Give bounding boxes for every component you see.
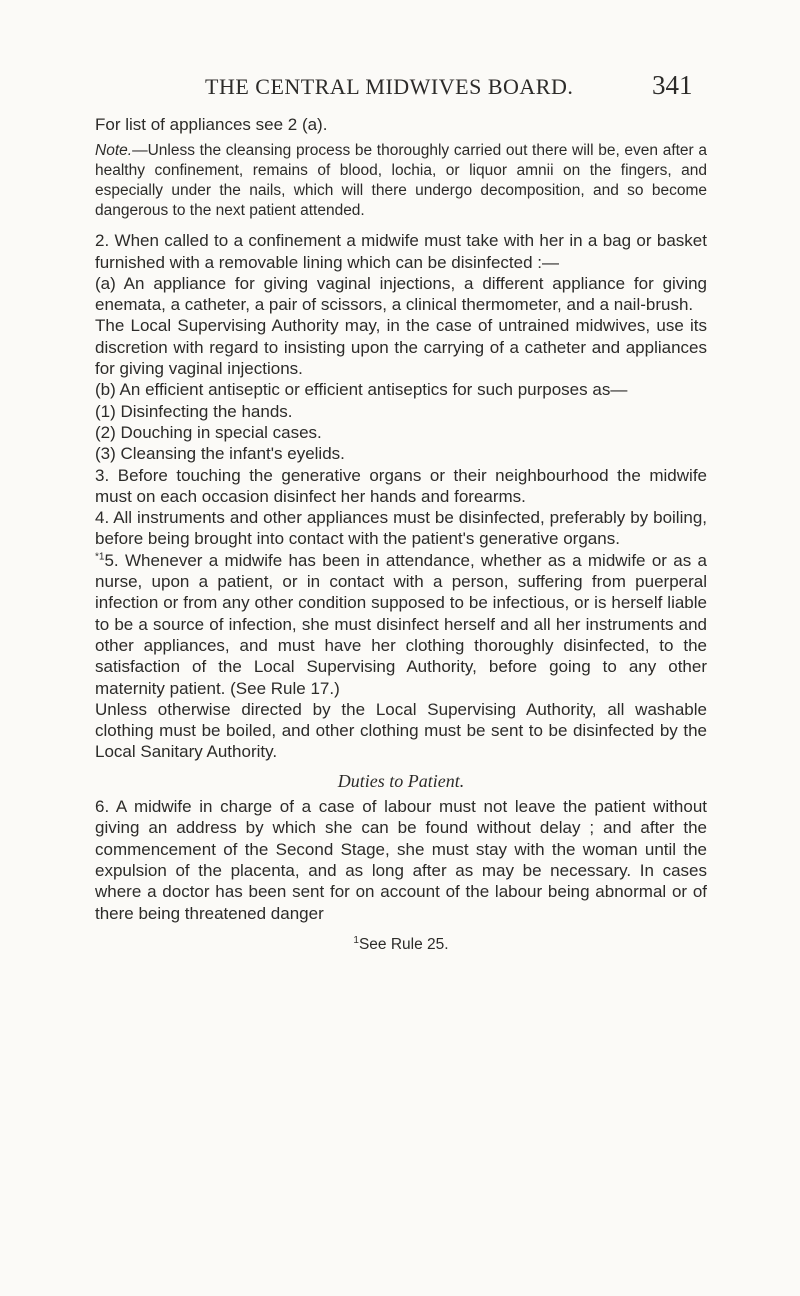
list-item-disinfecting-hands: (1) Disinfecting the hands. [95,401,293,421]
rule-2: 2. When called to a confinement a midwife must take with her in a bag or basket furnished with a removable lining which can be disinfected :— [95,231,707,272]
note-text: —Unless the cleansing process be thoroughly carried out there will be, even after a healthy confinement, remains of blood, lochia, or liquor amnii on the fingers, and especially under the nails, which will there undergo decomposition, and so become dangerous to the next patient attended. [95,142,707,220]
rule-6: 6. A midwife in charge of a case of labour must not leave the patient without giving an address by which she can be found without delay ; and after the commencement of the Second Stage, she must stay with the woman until the expulsion of the placenta, and as long after as may be necessary. In cases where a doctor has been sent for on account of the labour being abnormal or of there being threatened danger [95,797,707,923]
list-item-cleansing-eyelids: (3) Cleansing the infant's eyelids. [95,444,345,464]
footnote-marker: 1 [353,934,359,946]
footnote [95,934,707,955]
rule-3: 3. Before touching the generative organs or their neighbourhood the midwife must on each occasion disinfect her hands and forearms. [95,465,707,506]
rule-4: 4. All instruments and other appliances must be disinfected, preferably by boiling, before being brought into contact with the patient's generative organs. [95,508,707,549]
appliances-reference: For list of appliances see 2 (a). [95,115,328,134]
rule-5-text: 5. Whenever a midwife has been in attendance, whether as a midwife or as a nurse, upon a patient, or in contact with a person, suffering from puerperal infection or from any other condition supposed to be infectious, or is herself liable to be a source of infection, she must disinfect herself and all her instruments and other appliances, and must have her clothing thoroughly disinfected, to the satisfaction of the Local Supervising Authority, before going to any other maternity patient. (See Rule 17.) [95,550,707,698]
rule-2a: (a) An appliance for giving vaginal injections, a different appliance for giving enemata, a catheter, a pair of scissors, a clinical thermometer, and a nail-brush. [95,273,707,315]
rule-2b: (b) An efficient antiseptic or efficient antiseptics for such purposes as— [95,380,628,400]
footnote-text: See Rule 25. [358,935,449,953]
section-heading: Duties to Patient. [337,770,465,791]
note-label: Note. [95,142,133,160]
rule-5-footnote-marker: *1 [95,551,105,563]
running-head: THE CENTRAL MIDWIVES BOARD. [205,74,574,99]
page-number: 341 [652,70,693,100]
body-text [95,114,707,955]
list-item-douching: (2) Douching in special cases. [95,422,322,442]
note-paragraph [95,141,707,221]
page-header [0,70,800,110]
rule-5 [95,550,707,699]
rule-5-continuation: Unless otherwise directed by the Local Supervising Authority, all washable clothing must be boiled, and other clothing must be sent to be disinfected by the Local Sanitary Authority. [95,699,707,762]
lsa-discretion: The Local Supervising Authority may, in the case of untrained midwives, use its discretion with regard to insisting upon the carrying of a catheter and appliances for giving vaginal injections. [95,316,707,379]
